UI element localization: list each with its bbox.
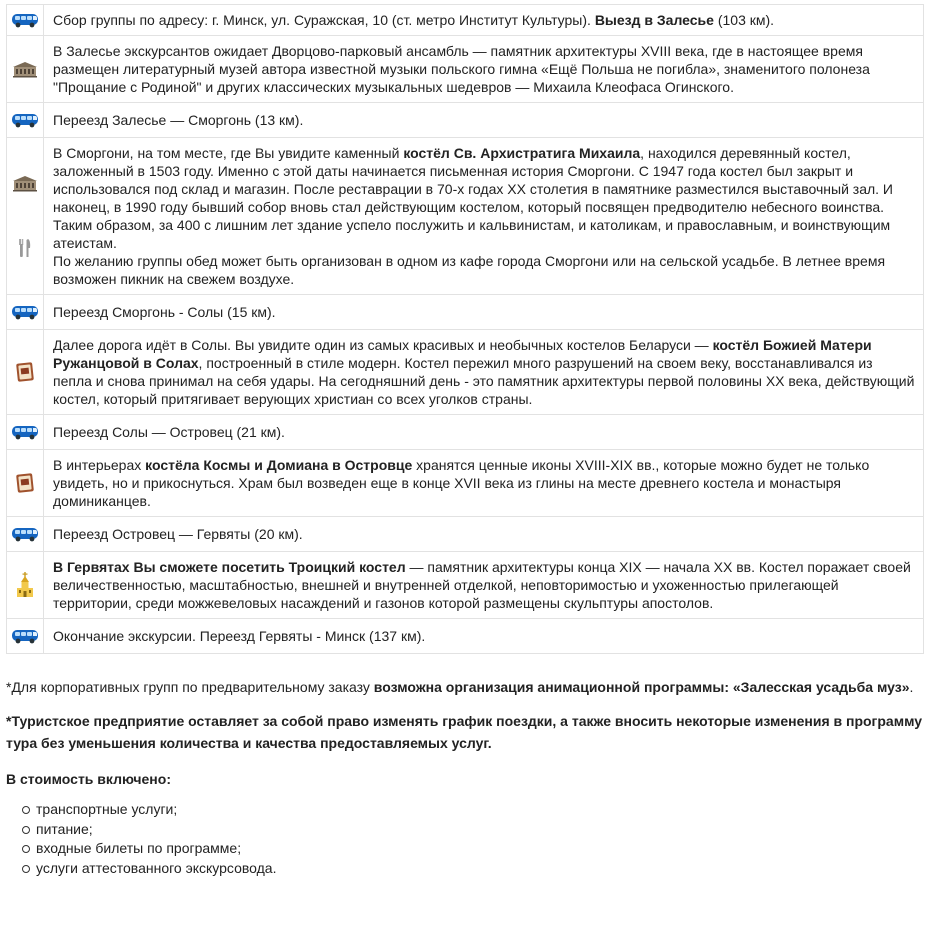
itinerary-text bbox=[44, 36, 924, 103]
bus-icon bbox=[11, 12, 39, 28]
itinerary-row bbox=[7, 450, 924, 517]
included-item: питание; bbox=[24, 820, 924, 840]
text-run: *Для корпоративных групп по предварительному заказу bbox=[6, 679, 374, 695]
text-run: (103 км). bbox=[713, 12, 775, 28]
itinerary-icon-cell bbox=[7, 619, 44, 654]
icon-stack bbox=[7, 12, 43, 28]
text-run: В интерьерах bbox=[53, 457, 146, 473]
palace-icon bbox=[12, 174, 38, 192]
bus-icon bbox=[11, 526, 39, 542]
fork-knife-icon-graphic bbox=[17, 237, 33, 259]
bus-icon-graphic bbox=[11, 424, 39, 440]
icon-stack bbox=[7, 304, 43, 320]
text-run: , построенный в стиле модерн. Костел пережил много разрушений на своем веку, восстанавливался из пепла и снова принимал на себя удары. На сегодняшний день - это памятник архитектуры первой половины XX века, действующий костел, который притягивает верующих христиан со всех уголков страны. bbox=[53, 355, 915, 407]
text-run: . bbox=[909, 679, 914, 695]
bold-text: костёл Св. Архистратига Михаила bbox=[403, 145, 641, 161]
text-run: , находился деревянный костел, заложенный в 1503 году. Именно с этой даты начинается письменная история Сморгони. С 1947 года костел был закрыт и использовался под склад и магазин. После реставрации в 70-х годах XX столетия в памятнике разместился выставочный зал. И наконец, в 1990 году бывший собор вновь стал действующим костелом, который посвящен предводителю небесного воинства. Таким образом, за 400 с лишним лет здание успело послужить и кальвинистам, и католикам, и православным, и воинствующим атеистам. bbox=[53, 145, 893, 251]
itinerary-row bbox=[7, 138, 924, 295]
bold-text: возможна организация анимационной программы: «Залесская усадьба муз» bbox=[373, 679, 910, 695]
icon-stack bbox=[7, 151, 43, 281]
palace-icon-graphic bbox=[12, 60, 38, 78]
itinerary-row bbox=[7, 415, 924, 450]
icon-stack bbox=[7, 571, 43, 599]
itinerary-row bbox=[7, 36, 924, 103]
text-run: Переезд Залесье — Сморгонь (13 км). bbox=[53, 112, 304, 128]
itinerary-text bbox=[44, 295, 924, 330]
included-item: входные билеты по программе; bbox=[24, 839, 924, 859]
note-disclaimer bbox=[6, 710, 924, 754]
icon-stack bbox=[7, 472, 43, 494]
fork-knife-icon bbox=[17, 237, 33, 259]
itinerary-row bbox=[7, 619, 924, 654]
itinerary-table bbox=[6, 4, 924, 654]
bus-icon-graphic bbox=[11, 304, 39, 320]
itinerary-text bbox=[44, 619, 924, 654]
text-run: Переезд Островец — Гервяты (20 км). bbox=[53, 526, 303, 542]
text-run: Окончание экскурсии. Переезд Гервяты - Минск (137 км). bbox=[53, 628, 426, 644]
palace-icon-graphic bbox=[12, 174, 38, 192]
itinerary-row bbox=[7, 5, 924, 36]
text-run: хранятся ценные иконы XVIII-XIX вв., которые можно будет не только увидеть, но и прикоснуться. Храм был возведен еще в конце XVII века из глины на месте древнего костела и монастыря доминиканцев. bbox=[53, 457, 870, 509]
itinerary-text bbox=[44, 103, 924, 138]
bold-text: Выезд в Залесье bbox=[594, 12, 714, 28]
notes-section bbox=[0, 676, 930, 878]
itinerary-icon-cell bbox=[7, 5, 44, 36]
itinerary-icon-cell bbox=[7, 552, 44, 619]
icon-stack bbox=[7, 60, 43, 78]
icon-stack bbox=[7, 526, 43, 542]
book-icon bbox=[14, 472, 36, 494]
text-run: Далее дорога идёт в Солы. Вы увидите один из самых красивых и необычных костелов Беларуси — bbox=[53, 337, 713, 353]
itinerary-row bbox=[7, 103, 924, 138]
text-run: По желанию группы обед может быть организован в одном из кафе города Сморгони или на сельской усадьбе. В летнее время возможен пикник на свежем воздухе. bbox=[53, 253, 886, 287]
bold-text: костёл Божией Матери Ружанцовой в Солах bbox=[53, 337, 872, 371]
bus-icon-graphic bbox=[11, 628, 39, 644]
book-icon-graphic bbox=[14, 361, 36, 383]
book-icon bbox=[14, 361, 36, 383]
bold-text: *Туристское предприятие оставляет за собой право изменять график поездки, а также вносить некоторые изменения в программу тура без уменьшения количества и качества предоставляемых услуг. bbox=[6, 713, 923, 751]
included-list bbox=[6, 800, 924, 878]
included-title: В стоимость включено: bbox=[6, 771, 171, 787]
palace-icon bbox=[12, 60, 38, 78]
itinerary-icon-cell bbox=[7, 36, 44, 103]
included-item: транспортные услуги; bbox=[24, 800, 924, 820]
itinerary-text bbox=[44, 552, 924, 619]
text-run: Сбор группы по адресу: г. Минск, ул. Суражская, 10 (ст. метро Институт Культуры). bbox=[53, 12, 595, 28]
icon-stack bbox=[7, 628, 43, 644]
itinerary-text bbox=[44, 138, 924, 295]
itinerary-text bbox=[44, 415, 924, 450]
book-icon-graphic bbox=[14, 472, 36, 494]
note-corporate bbox=[6, 676, 924, 698]
itinerary-row bbox=[7, 552, 924, 619]
text-run: В Сморгони, на том месте, где Вы увидите каменный bbox=[53, 145, 404, 161]
itinerary-text bbox=[44, 517, 924, 552]
church-icon bbox=[15, 571, 35, 599]
bus-icon-graphic bbox=[11, 12, 39, 28]
itinerary-row bbox=[7, 517, 924, 552]
bus-icon-graphic bbox=[11, 112, 39, 128]
text-run: Переезд Сморгонь - Солы (15 км). bbox=[53, 304, 276, 320]
itinerary-icon-cell bbox=[7, 517, 44, 552]
itinerary-text bbox=[44, 330, 924, 415]
text-run: Переезд Солы — Островец (21 км). bbox=[53, 424, 285, 440]
itinerary-row bbox=[7, 295, 924, 330]
itinerary-text bbox=[44, 5, 924, 36]
itinerary-icon-cell bbox=[7, 415, 44, 450]
itinerary-icon-cell bbox=[7, 138, 44, 295]
icon-stack bbox=[7, 424, 43, 440]
included-item: услуги аттестованного экскурсовода. bbox=[24, 859, 924, 879]
icon-stack bbox=[7, 361, 43, 383]
itinerary-icon-cell bbox=[7, 103, 44, 138]
itinerary-icon-cell bbox=[7, 450, 44, 517]
text-run: В Залесье экскурсантов ожидает Дворцово-парковый ансамбль — памятник архитектуры XVIII века, где в настоящее время размещен литературный музей автора известной музыки польского гимна «Ещё Польша не погибла», знаменитого полонеза "Прощание с Родиной" и других классических музыкальных шедевров — Михаила Клеофаса Огинского. bbox=[53, 43, 870, 95]
itinerary-icon-cell bbox=[7, 330, 44, 415]
itinerary-icon-cell bbox=[7, 295, 44, 330]
text-run: — памятник архитектуры конца XIX — начала XX вв. Костел поражает своей величественностью, масштабностью, внешней и внутренней отделкой, неповторимостью и ухоженностью прилегающей территории, среди можжевеловых насаждений и газонов которой размещены скульптуры апостолов. bbox=[53, 559, 911, 611]
church-icon-graphic bbox=[15, 571, 35, 599]
bus-icon bbox=[11, 112, 39, 128]
itinerary-row bbox=[7, 330, 924, 415]
itinerary-text bbox=[44, 450, 924, 517]
bus-icon bbox=[11, 628, 39, 644]
icon-stack bbox=[7, 112, 43, 128]
bold-text: В Гервятах Вы сможете посетить Троицкий костел bbox=[53, 559, 406, 575]
bus-icon-graphic bbox=[11, 526, 39, 542]
bus-icon bbox=[11, 304, 39, 320]
bold-text: костёла Космы и Домиана в Островце bbox=[145, 457, 413, 473]
bus-icon bbox=[11, 424, 39, 440]
